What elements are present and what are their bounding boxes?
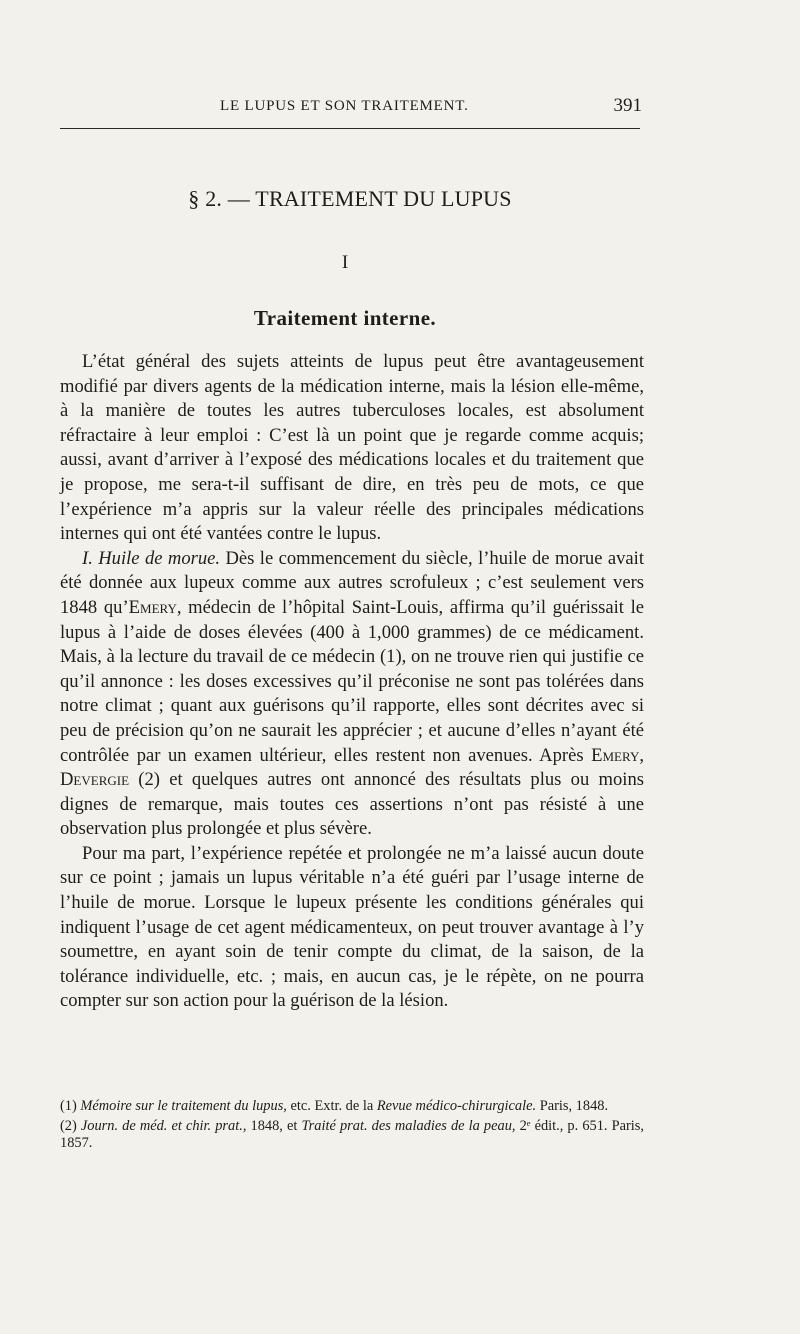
paragraph-2-part-a: Dès le commencement du siècle, l’huile de morue avait été donnée aux lupeux comme aux autres scrofuleux ; c’est seulement vers 1848 qu’ <box>60 547 644 618</box>
footnote-2-ref: (2) <box>60 1117 77 1134</box>
page-number: 391 <box>613 95 642 116</box>
footnote-2 <box>60 1118 644 1153</box>
footnote-2-title: Traité prat. des maladies de la peau, <box>301 1117 516 1134</box>
footnote-1-ref: (1) <box>60 1098 77 1114</box>
paragraph-3: Pour ma part, l’expérience repétée et prolongée ne m’a laissé aucun doute sur ce point ; jamais un lupus véritable n’a été guéri par l’usage interne de l’huile de morue. Lorsque le lupeux présente les conditions générales qui indiquent l’usage de cet agent médicamenteux, on peut trouver avantage à l’y soumettre, en ayant soin de tenir compte du climat, de la saison, de la tolérance individuelle, etc. ; mais, en aucun cas, je le répète, on ne pourra compter sur son action pour la guérison de la lésion. <box>60 842 644 1012</box>
paragraph-2 <box>60 547 644 842</box>
footnote-2-journal: Journ. de méd. et chir. prat., <box>80 1117 247 1134</box>
author-emery-2: Emery <box>591 744 640 766</box>
running-head <box>60 95 660 122</box>
author-emery: Emery <box>128 596 177 618</box>
running-title: LE LUPUS ET SON TRAITEMENT. <box>220 98 469 114</box>
footnote-1-title: Mémoire sur le traitement du lupus, <box>80 1098 287 1114</box>
header-rule <box>60 128 640 129</box>
body-text <box>60 350 644 1014</box>
paragraph-1: L’état général des sujets atteints de lupus peut être avantageusement modifié par divers agents de la médication interne, mais la lésion elle-même, à la manière de toutes les autres tuberculoses locales, est absolument réfractaire à leur emploi : C’est là un point que je regarde comme acquis; aussi, avant d’arriver à l’exposé des médications locales et du traitement que je propose, me sera-t-il suffisant de dire, en très peu de mots, ce que l’expérience m’a appris sur la valeur réelle des principales médications internes qui ont été vantées contre le lupus. <box>60 351 644 545</box>
footnotes <box>60 1098 644 1155</box>
paragraph-2-part-b: , médecin de l’hôpital Saint-Louis, affirma qu’il guérissait le lupus à l’aide de doses élevées (400 à 1,000 grammes) de ce médicament. Mais, à la lecture du travail de ce médecin (1), on ne trouve rien qui justifie ce qu’il annonce : les doses excessives qu’il préconise ne sont pas tolérées dans notre climat ; quant aux guérisons qu’il rapporte, elles sont décrites avec si peu de précision qu’on ne saurait les apprécier ; et aucune d’elles n’ayant été contrôlée par un examen ultérieur, elles restent non avenues. Après <box>60 596 645 766</box>
part-numeral: I <box>341 252 349 273</box>
paragraph-2-part-d: (2) et quelques autres ont annoncé des résultats plus ou moins dignes de remarque, mais toutes ces assertions n’ont pas résisté à une observation plus prolongée et plus sévère. <box>60 769 644 840</box>
footnote-2-part-a: 1848, et <box>246 1117 302 1134</box>
paragraph-2-label: I. Huile de morue. <box>82 547 221 569</box>
paragraph-2-part-c: , <box>639 744 644 766</box>
section-title: § 2. — TRAITEMENT DU LUPUS <box>188 186 512 211</box>
author-devergie: Devergie <box>60 769 130 791</box>
footnote-1-part-b: Paris, 1848. <box>536 1098 609 1114</box>
footnote-1-journal: Revue médico-chirurgicale. <box>376 1098 537 1114</box>
subsection-title: Traitement interne. <box>253 306 437 330</box>
footnote-1 <box>60 1098 644 1116</box>
footnote-2-part-b: 2ᵉ édit., p. 651. Paris, 1857. <box>60 1117 644 1152</box>
footnote-1-part-a: etc. Extr. de la <box>286 1098 377 1114</box>
